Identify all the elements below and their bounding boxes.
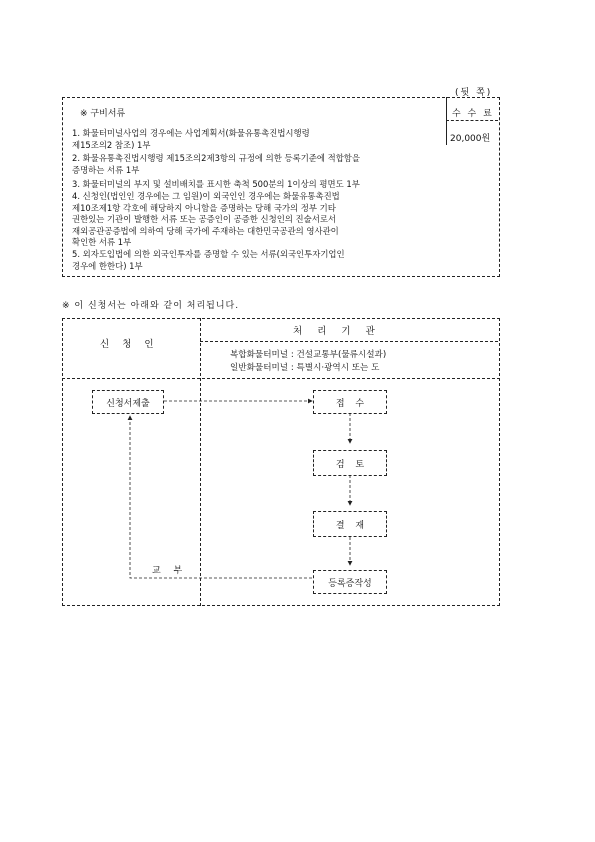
document-item-1: 1. 화물터미널사업의 경우에는 사업계획서(화물유통촉진법시행령 제15조의2 참조) 1부 <box>72 128 310 150</box>
agency-line-general: 일반화물터미널 : 특별시·광역시 또는 도 <box>230 363 380 373</box>
submit-application-box <box>92 390 164 414</box>
certificate-step-label: 등록증작성 <box>328 578 372 589</box>
back-side-label: (뒷 쪽) <box>455 88 493 98</box>
process-note: ※ 이 신청서는 아래와 같이 처리됩니다. <box>62 301 240 311</box>
certificate-step-box <box>313 570 387 594</box>
approve-step-label: 결 재 <box>335 520 365 531</box>
applicant-header: 신 청 인 <box>100 339 154 350</box>
receive-step-box <box>313 390 387 414</box>
document-item-2: 2. 화물유통촉진법시행령 제15조의2제3항의 규정에 의한 등록기준에 적합함을 증명하는 서류 1부 <box>72 153 360 175</box>
document-item-5: 5. 외자도입법에 의한 외국인투자를 증명할 수 있는 서류(외국인투자기업인 경우에 한한다) 1부 <box>72 249 345 271</box>
submit-application-label: 신청서제출 <box>106 398 150 409</box>
agency-header: 처 리 기 관 <box>293 326 375 337</box>
receive-step-label: 접 수 <box>335 398 365 409</box>
document-item-3: 3. 화물터미널의 부지 및 설비배치를 표시한 축척 500분의 1이상의 평면도 1부 <box>72 179 360 189</box>
approve-step-box <box>313 511 387 537</box>
issue-label: 교 부 <box>152 566 183 576</box>
document-item-4: 4. 신청인(법인인 경우에는 그 임원)이 외국인인 경우에는 화물유통촉진법 제10조제1항 각호에 해당하지 아니함을 증명하는 당해 국가의 정부 기타 권한있는 기관이 발행한 서류 또는 공증인이 공증한 신청인의 진술서로서 재외공관공증법에 의하여 당해 국가에 주재하는 대한민국공관의 영사관이 확인한 서류 1부 <box>72 191 340 247</box>
fee-label: 수 수 료 <box>452 109 494 119</box>
review-step-box <box>313 450 387 476</box>
fee-value: 20,000원 <box>450 134 491 144</box>
required-documents-title: ※ 구비서류 <box>80 109 126 119</box>
review-step-label: 검 토 <box>335 459 365 470</box>
issue-return-arrow <box>130 416 312 578</box>
agency-line-complex: 복합화물터미널 : 건설교통부(물류시설과) <box>230 350 387 360</box>
